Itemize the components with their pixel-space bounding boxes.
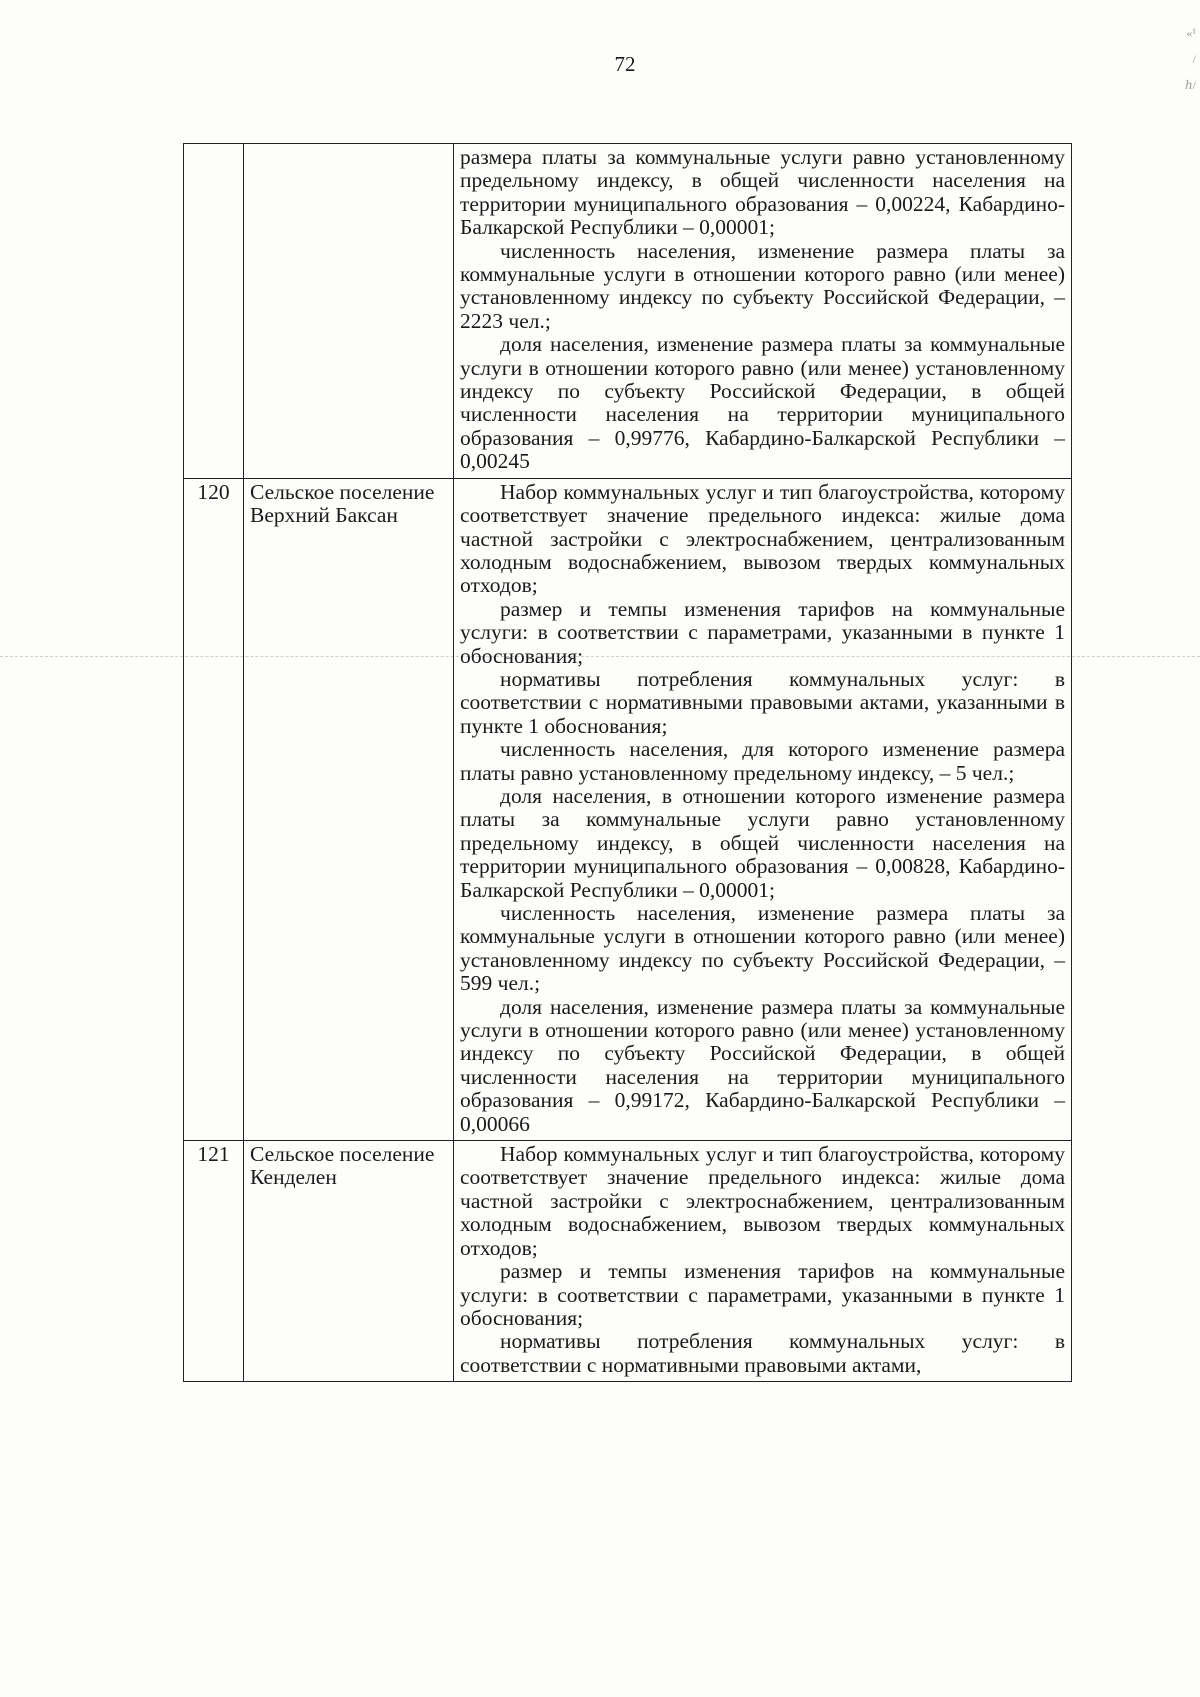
paragraph: доля населения, в отношении которого изменение размера платы за коммунальные услуги равно установленному предельному индексу, в общей численности населения на территории муниципального образования – 0,00828, Кабардино-Балкарской Республики – 0,00001; <box>460 783 1065 902</box>
paragraph: численность населения, для которого изменение размера платы равно установленному предельному индексу, – 5 чел.; <box>460 737 1065 785</box>
row-number-cell <box>184 144 244 479</box>
paragraph: размер и темпы изменения тарифов на коммунальные услуги: в соответствии с параметрами, указанными в пункте 1 обоснования; <box>460 1259 1065 1330</box>
paragraph: численность населения, изменение размера платы за коммунальные услуги в отношении которого равно (или менее) установленному индексу по субъекту Российской Федерации, – 599 чел.; <box>460 901 1065 996</box>
margin-mark: / <box>1192 52 1196 66</box>
paragraph: Набор коммунальных услуг и тип благоустройства, которому соответствует значение предельного индекса: жилые дома частной застройки с электроснабжением, централизованным холодным водоснабжением, вывозом твердых коммунальных отходов; <box>460 479 1065 598</box>
justification-table <box>183 143 1072 1382</box>
table-row <box>184 144 1072 479</box>
margin-mark: «¹ <box>1186 26 1196 40</box>
municipality-name-cell: Сельское поселение Кенделен <box>244 1141 454 1382</box>
paragraph: размер и темпы изменения тарифов на коммунальные услуги: в соответствии с параметрами, указанными в пункте 1 обоснования; <box>460 596 1065 668</box>
paragraph: нормативы потребления коммунальных услуг: в соответствии с нормативными правовыми актами, указанными в пункте 1 обоснования; <box>460 666 1065 738</box>
margin-handwriting-marks <box>1160 20 1196 110</box>
row-number-cell: 121 <box>184 1141 244 1382</box>
table-row <box>184 1141 1072 1382</box>
table-row <box>184 478 1072 1140</box>
paragraph: доля населения, изменение размера платы за коммунальные услуги в отношении которого равно (или менее) установленному индексу по субъекту Российской Федерации, в общей численности населения на территории муниципального образования – 0,99172, Кабардино-Балкарской Республики – 0,00066 <box>460 994 1065 1136</box>
paragraph: доля населения, изменение размера платы за коммунальные услуги в отношении которого равно (или менее) установленному индексу по субъекту Российской Федерации, в общей численности населения на территории муниципального образования – 0,99776, Кабардино-Балкарской Республики – 0,00245 <box>460 332 1065 474</box>
paragraph: размера платы за коммунальные услуги равно установленному предельному индексу, в общей численности населения на территории муниципального образования – 0,00224, Кабардино-Балкарской Республики – 0,00001; <box>460 145 1065 240</box>
paragraph: нормативы потребления коммунальных услуг: в соответствии с нормативными правовыми актами, <box>460 1329 1065 1377</box>
description-cell <box>454 478 1072 1140</box>
row-number-cell: 120 <box>184 478 244 1140</box>
margin-mark: ℎ/ <box>1184 78 1196 92</box>
page-number: 72 <box>614 52 636 76</box>
municipality-name-cell: Сельское поселение Верхний Баксан <box>244 478 454 1140</box>
paragraph: Набор коммунальных услуг и тип благоустройства, которому соответствует значение предельного индекса: жилые дома частной застройки с электроснабжением, централизованным холодным водоснабжением, вывозом твердых коммунальных отходов; <box>460 1142 1065 1260</box>
municipality-name-cell <box>244 144 454 479</box>
paragraph: численность населения, изменение размера платы за коммунальные услуги в отношении которого равно (или менее) установленному индексу по субъекту Российской Федерации, – 2223 чел.; <box>460 238 1065 333</box>
description-cell <box>454 144 1072 479</box>
description-cell <box>454 1141 1072 1382</box>
